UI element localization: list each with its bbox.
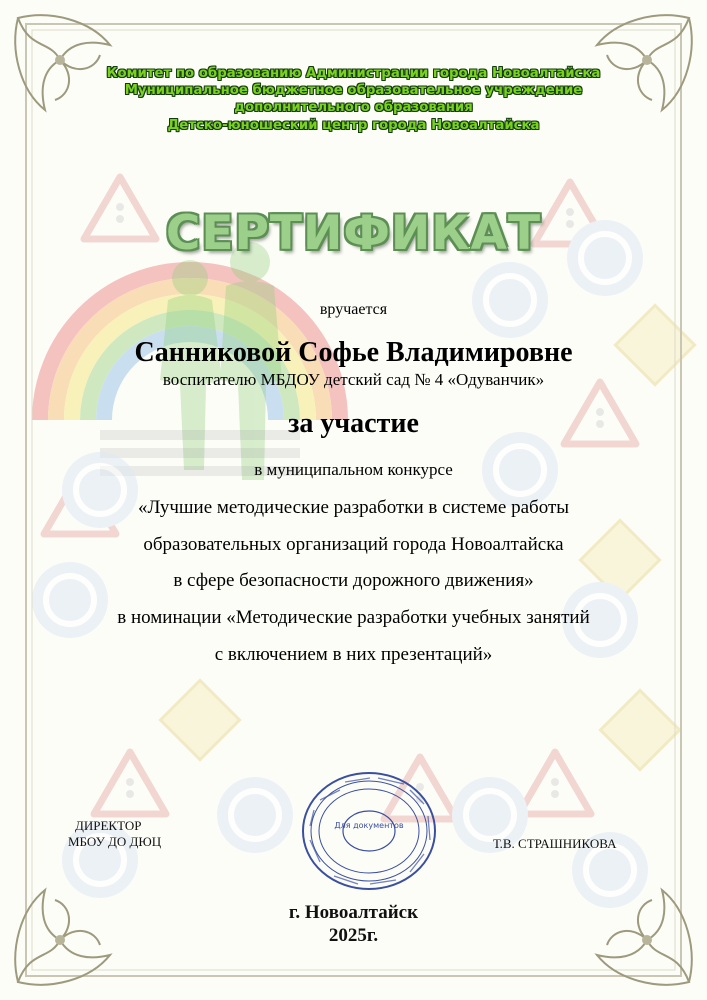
nomination-line-2: с включением в них презентаций» <box>214 644 493 665</box>
footer-city: г. Новоалтайск <box>288 902 419 923</box>
official-stamp <box>300 770 438 892</box>
header-center-name: Детско-юношеский центр города Новоалтайска <box>167 118 540 133</box>
header-institution-type: дополнительного образования <box>234 100 473 115</box>
contest-line-2: «Лучшие методические разработки в системе работы <box>137 497 570 518</box>
award-reason: за участие <box>288 408 419 439</box>
awarded-text: вручается <box>319 301 388 318</box>
footer-year: 2025г. <box>328 925 379 946</box>
certificate-title: СЕРТИФИКАТ <box>165 206 542 261</box>
header-institution: Муниципальное бюджетное образовательное учреждение <box>124 83 583 98</box>
contest-line-4: в сфере безопасности дорожного движения» <box>173 570 534 591</box>
header-committee: Комитет по образованию Администрации города Новоалтайска <box>106 66 601 81</box>
contest-line-3: образовательных организаций города Новоалтайска <box>143 534 564 555</box>
signature-name: Т.В. СТРАШНИКОВА <box>493 836 617 851</box>
signature-role-line-2: МБОУ ДО ДЮЦ <box>68 834 162 849</box>
recipient-name: Санниковой Софье Владимировне <box>134 337 573 368</box>
nomination-line-1: в номинации «Методические разработки учебных занятий <box>117 607 590 628</box>
recipient-position: воспитателю МБДОУ детский сад № 4 «Одуванчик» <box>162 370 545 389</box>
contest-line-1: в муниципальном конкурсе <box>254 460 453 479</box>
stamp-center-text: Для документов <box>334 821 404 830</box>
signature-role-line-1: ДИРЕКТОР <box>75 818 142 833</box>
